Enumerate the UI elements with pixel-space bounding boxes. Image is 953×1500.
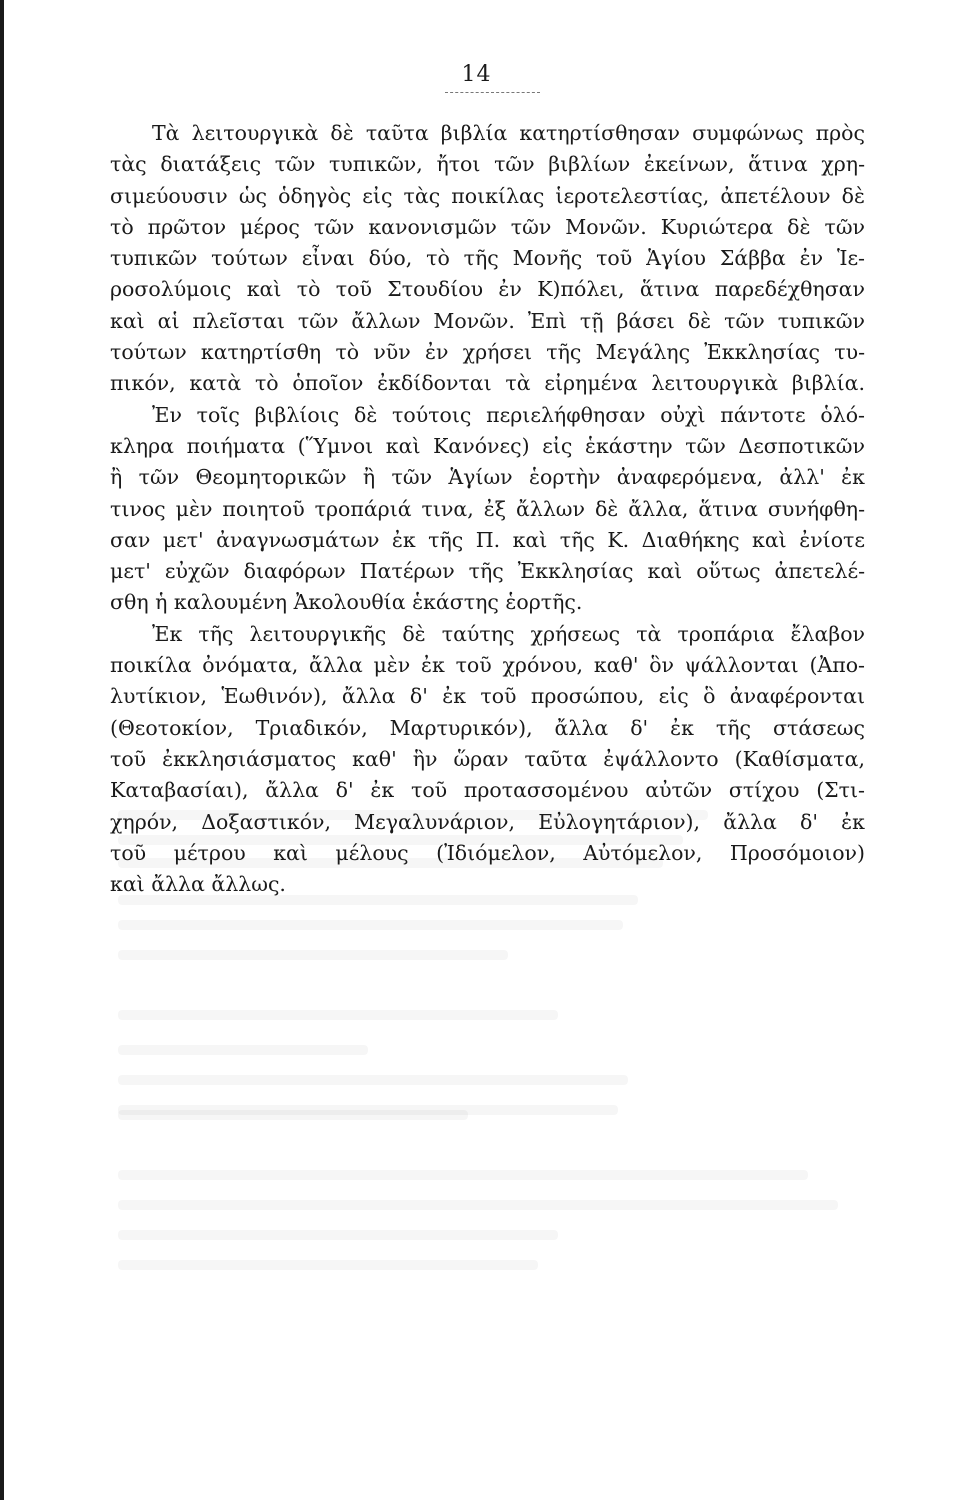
show-through-line	[118, 1200, 838, 1210]
show-through-line	[118, 950, 508, 960]
text-line: ποικίλα ὀνόματα, ἄλλα μὲν ἐκ τοῦ χρόνου, καθ' ὃν ψάλλονται (Ἀπο-	[110, 653, 865, 678]
text-line: χηρόν, Δοξαστικόν, Μεγαλυνάριον, Εὐλογητάριον), ἄλλα δ' ἐκ	[110, 809, 865, 834]
show-through-line	[118, 1075, 628, 1085]
text-line: σιμεύουσιν ὡς ὁδηγὸς εἰς τὰς ποικίλας ἱεροτελεστίας, ἀπετέλουν δὲ	[110, 183, 865, 208]
text-line: Τὰ λειτουργικὰ δὲ ταῦτα βιβλία κατηρτίσθησαν συμφώνως πρὸς	[152, 121, 865, 145]
text-line: Ἐν τοῖς βιβλίοις δὲ τούτοις περιελήφθησαν οὐχὶ πάντοτε ὁλό-	[152, 402, 865, 427]
text-line: ροσολύμοις καὶ τὸ τοῦ Στουδίου ἐν Κ)πόλει, ἅτινα παρεδέχθησαν	[110, 277, 865, 302]
text-line: τούτων κατηρτίσθη τὸ νῦν ἐν χρήσει τῆς Μεγάλης Ἐκκλησίας τυ-	[110, 340, 865, 365]
show-through-line	[118, 1170, 808, 1180]
text-line: σαν μετ' ἀναγνωσμάτων ἐκ τῆς Π. καὶ τῆς Κ. Διαθήκης καὶ ἐνίοτε	[110, 527, 865, 552]
text-line: καὶ ἄλλα ἄλλως.	[110, 872, 286, 897]
text-line: τοῦ ἐκκλησιάσματος καθ' ἣν ὥραν ταῦτα ἐψάλλοντο (Καθίσματα,	[110, 746, 865, 771]
text-line: ἢ τῶν Θεομητορικῶν ἢ τῶν Ἁγίων ἑορτὴν ἀναφερόμενα, ἀλλ' ἐκ	[110, 465, 865, 490]
text-line: (Θεοτοκίον, Τριαδικόν, Μαρτυρικόν), ἄλλα δ' ἐκ τῆς στάσεως	[110, 715, 865, 740]
text-line: τινος μὲν ποιητοῦ τροπάριά τινα, ἐξ ἄλλων δὲ ἄλλα, ἅτινα συνήφθη-	[110, 496, 865, 521]
text-line: κληρα ποιήματα (Ὕμνοι καὶ Κανόνες) εἰς ἑκάστην τῶν Δεσποτικῶν	[110, 433, 865, 458]
text-line: τὰς διατάξεις τῶν τυπικῶν, ἤτοι τῶν βιβλίων ἐκείνων, ἅτινα χρη-	[110, 152, 865, 177]
text-line: τὸ πρῶτον μέρος τῶν κανονισμῶν τῶν Μονῶν. Κυριώτερα δὲ τῶν	[110, 214, 865, 239]
text-line: καὶ αἱ πλεῖσται τῶν ἄλλων Μονῶν. Ἐπὶ τῇ βάσει δὲ τῶν τυπικῶν	[110, 308, 865, 333]
text-line: Ἐκ τῆς λειτουργικῆς δὲ ταύτης χρήσεως τὰ τροπάρια ἔλαβον	[152, 621, 865, 646]
header-rule	[445, 92, 540, 93]
show-through-line	[118, 1105, 618, 1115]
text-line: τυπικῶν τούτων εἶναι δύο, τὸ τῆς Μονῆς τοῦ Ἁγίου Σάββα ἐν Ἱε-	[110, 246, 865, 271]
text-line: τοῦ μέτρου καὶ μέλους (Ἰδιόμελον, Αὐτόμελον, Προσόμοιον)	[110, 840, 865, 865]
text-line: πικόν, κατὰ τὸ ὁποῖον ἐκδίδονται τὰ εἰρημένα λειτουργικὰ βιβλία.	[110, 371, 865, 396]
show-through-line	[118, 1260, 538, 1270]
show-through-line	[118, 1010, 558, 1020]
text-line: σθη ἡ καλουμένη Ἀκολουθία ἑκάστης ἑορτῆς.	[110, 590, 583, 615]
page-number: 14	[461, 62, 492, 87]
text-line: Καταβασίαι), ἄλλα δ' ἐκ τοῦ προτασσομένου αὐτῶν στίχου (Στι-	[110, 778, 865, 803]
show-through-line	[118, 1110, 468, 1120]
show-through-line	[118, 1230, 558, 1240]
text-line: μετ' εὐχῶν διαφόρων Πατέρων τῆς Ἐκκλησίας καὶ οὕτως ἀπετελέ-	[110, 559, 865, 584]
text-line: λυτίκιον, Ἑωθινόν), ἄλλα δ' ἐκ τοῦ προσώπου, εἰς ὃ ἀναφέρονται	[110, 684, 865, 709]
page-edge-shadow	[0, 0, 4, 1500]
body-text	[110, 118, 865, 900]
show-through-line	[118, 1045, 368, 1055]
show-through-line	[118, 920, 623, 930]
